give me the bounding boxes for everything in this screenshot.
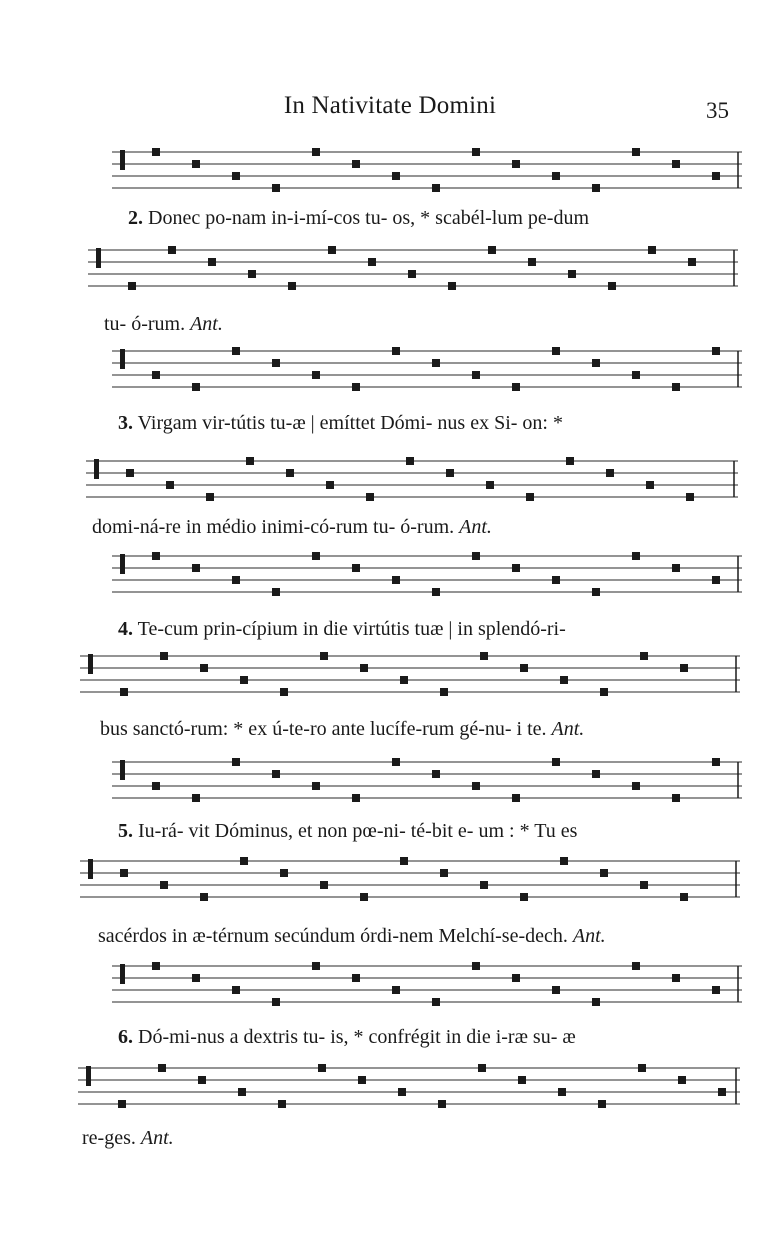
neume-note bbox=[152, 552, 160, 560]
neume-note bbox=[200, 893, 208, 901]
neume-note bbox=[592, 998, 600, 1006]
neume-note bbox=[648, 246, 656, 254]
staff bbox=[112, 146, 742, 198]
neume-note bbox=[288, 282, 296, 290]
neume-note bbox=[432, 998, 440, 1006]
verse-text: bus sanctó-rum: * ex ú-te-ro ante lucífe-rum gé-nu- i te. bbox=[100, 718, 547, 740]
neume-note bbox=[360, 664, 368, 672]
neume-note bbox=[558, 1088, 566, 1096]
verse-text: Iu-rá- vit Dóminus, et non pœ-ni- té-bit e- um : * Tu es bbox=[138, 820, 578, 842]
clef-mark bbox=[120, 150, 125, 170]
verse-line bbox=[128, 207, 589, 230]
neume-note bbox=[632, 148, 640, 156]
neume-note bbox=[528, 258, 536, 266]
neume-note bbox=[448, 282, 456, 290]
verse-number: 6. bbox=[118, 1026, 133, 1048]
neume-note bbox=[608, 282, 616, 290]
verse-number: 3. bbox=[118, 412, 133, 434]
neume-note bbox=[480, 652, 488, 660]
neume-note bbox=[358, 1076, 366, 1084]
neume-note bbox=[512, 794, 520, 802]
neume-note bbox=[640, 652, 648, 660]
neume-note bbox=[392, 172, 400, 180]
neume-note bbox=[200, 664, 208, 672]
neume-note bbox=[632, 552, 640, 560]
neume-note bbox=[646, 481, 654, 489]
neume-note bbox=[192, 794, 200, 802]
neume-note bbox=[632, 371, 640, 379]
neume-note bbox=[232, 172, 240, 180]
verse-number: 5. bbox=[118, 820, 133, 842]
neume-note bbox=[352, 160, 360, 168]
verse-line bbox=[92, 516, 492, 539]
antiphon-marker: Ant. bbox=[190, 313, 223, 335]
neume-note bbox=[552, 758, 560, 766]
neume-note bbox=[472, 148, 480, 156]
clef-mark bbox=[94, 459, 99, 479]
verse-line bbox=[104, 313, 223, 336]
neume-note bbox=[368, 258, 376, 266]
neume-note bbox=[672, 794, 680, 802]
page-title: In Nativitate Domini bbox=[283, 92, 497, 119]
neume-note bbox=[408, 270, 416, 278]
neume-note bbox=[592, 184, 600, 192]
verse-line bbox=[118, 412, 563, 435]
verse-number: 4. bbox=[118, 618, 133, 640]
neume-note bbox=[438, 1100, 446, 1108]
neume-note bbox=[248, 270, 256, 278]
neume-note bbox=[486, 481, 494, 489]
neume-note bbox=[526, 493, 534, 501]
neume-note bbox=[400, 676, 408, 684]
neume-note bbox=[598, 1100, 606, 1108]
verse-text: Te-cum prin-cípium in die virtútis tuæ | in splendó-ri- bbox=[137, 618, 566, 640]
neume-note bbox=[280, 869, 288, 877]
verse-number: 2. bbox=[128, 207, 143, 229]
neume-note bbox=[518, 1076, 526, 1084]
neume-note bbox=[312, 371, 320, 379]
neume-note bbox=[246, 457, 254, 465]
neume-note bbox=[166, 481, 174, 489]
neume-note bbox=[152, 371, 160, 379]
neume-note bbox=[192, 974, 200, 982]
neume-note bbox=[286, 469, 294, 477]
clef-mark bbox=[120, 349, 125, 369]
neume-note bbox=[120, 869, 128, 877]
neume-note bbox=[240, 676, 248, 684]
neume-note bbox=[326, 481, 334, 489]
neume-note bbox=[512, 383, 520, 391]
neume-note bbox=[398, 1088, 406, 1096]
neume-note bbox=[192, 383, 200, 391]
staff bbox=[78, 1062, 740, 1114]
neume-note bbox=[568, 270, 576, 278]
neume-note bbox=[712, 347, 720, 355]
neume-note bbox=[440, 688, 448, 696]
neume-note bbox=[120, 688, 128, 696]
neume-note bbox=[600, 688, 608, 696]
verse-line bbox=[82, 1127, 174, 1150]
neume-note bbox=[592, 359, 600, 367]
antiphon-marker: Ant. bbox=[459, 516, 492, 538]
neume-note bbox=[168, 246, 176, 254]
staff bbox=[80, 650, 740, 702]
staff bbox=[112, 345, 742, 397]
neume-note bbox=[520, 664, 528, 672]
neume-note bbox=[432, 184, 440, 192]
neume-note bbox=[280, 688, 288, 696]
neume-note bbox=[392, 347, 400, 355]
clef-mark bbox=[96, 248, 101, 268]
neume-note bbox=[472, 782, 480, 790]
neume-note bbox=[208, 258, 216, 266]
neume-note bbox=[320, 652, 328, 660]
neume-note bbox=[680, 664, 688, 672]
neume-note bbox=[352, 974, 360, 982]
neume-note bbox=[198, 1076, 206, 1084]
neume-note bbox=[712, 986, 720, 994]
clef-mark bbox=[88, 654, 93, 674]
neume-note bbox=[232, 758, 240, 766]
neume-note bbox=[712, 172, 720, 180]
neume-note bbox=[312, 552, 320, 560]
neume-note bbox=[488, 246, 496, 254]
neume-note bbox=[512, 564, 520, 572]
clef-mark bbox=[120, 964, 125, 984]
antiphon-marker: Ant. bbox=[572, 925, 606, 947]
verse-text: tu- ó-rum. bbox=[104, 313, 186, 335]
staff bbox=[86, 455, 738, 507]
neume-note bbox=[712, 758, 720, 766]
neume-note bbox=[206, 493, 214, 501]
neume-note bbox=[472, 371, 480, 379]
neume-note bbox=[560, 857, 568, 865]
neume-note bbox=[128, 282, 136, 290]
neume-note bbox=[152, 782, 160, 790]
neume-note bbox=[272, 588, 280, 596]
neume-note bbox=[352, 794, 360, 802]
neume-note bbox=[152, 962, 160, 970]
neume-note bbox=[192, 564, 200, 572]
verse-text: Virgam vir-tútis tu-æ | emíttet Dómi- nus ex Si- on: * bbox=[137, 412, 563, 434]
neume-note bbox=[640, 881, 648, 889]
clef-mark bbox=[120, 554, 125, 574]
neume-note bbox=[638, 1064, 646, 1072]
neume-note bbox=[480, 881, 488, 889]
neume-note bbox=[672, 974, 680, 982]
neume-note bbox=[712, 576, 720, 584]
antiphon-marker: Ant. bbox=[140, 1127, 174, 1149]
neume-note bbox=[552, 347, 560, 355]
neume-note bbox=[432, 359, 440, 367]
neume-note bbox=[512, 974, 520, 982]
neume-note bbox=[672, 564, 680, 572]
antiphon-marker: Ant. bbox=[551, 718, 585, 740]
neume-note bbox=[392, 986, 400, 994]
neume-note bbox=[432, 770, 440, 778]
neume-note bbox=[312, 782, 320, 790]
neume-note bbox=[126, 469, 134, 477]
neume-note bbox=[632, 782, 640, 790]
staff bbox=[112, 960, 742, 1012]
clef-mark bbox=[86, 1066, 91, 1086]
neume-note bbox=[272, 359, 280, 367]
neume-note bbox=[232, 347, 240, 355]
clef-mark bbox=[120, 760, 125, 780]
neume-note bbox=[446, 469, 454, 477]
neume-note bbox=[552, 576, 560, 584]
neume-note bbox=[686, 493, 694, 501]
neume-note bbox=[312, 148, 320, 156]
neume-note bbox=[520, 893, 528, 901]
neume-note bbox=[560, 676, 568, 684]
neume-note bbox=[312, 962, 320, 970]
neume-note bbox=[272, 184, 280, 192]
verse-line bbox=[118, 618, 566, 641]
verse-text: sacérdos in æ-térnum secúndum órdi-nem Melchí-se-dech. bbox=[98, 925, 568, 947]
neume-note bbox=[512, 160, 520, 168]
neume-note bbox=[606, 469, 614, 477]
neume-note bbox=[158, 1064, 166, 1072]
neume-note bbox=[678, 1076, 686, 1084]
neume-note bbox=[688, 258, 696, 266]
neume-note bbox=[406, 457, 414, 465]
verse-text: domi-ná-re in médio inimi-có-rum tu- ó-rum. bbox=[92, 516, 455, 538]
neume-note bbox=[478, 1064, 486, 1072]
neume-note bbox=[352, 564, 360, 572]
neume-note bbox=[440, 869, 448, 877]
page-number: 35 bbox=[706, 98, 729, 123]
neume-note bbox=[632, 962, 640, 970]
neume-note bbox=[472, 552, 480, 560]
neume-note bbox=[232, 986, 240, 994]
neume-note bbox=[472, 962, 480, 970]
neume-note bbox=[360, 893, 368, 901]
verse-text: re-ges. bbox=[82, 1127, 136, 1149]
staff bbox=[112, 756, 742, 808]
neume-note bbox=[392, 758, 400, 766]
neume-note bbox=[552, 986, 560, 994]
neume-note bbox=[192, 160, 200, 168]
neume-note bbox=[152, 148, 160, 156]
neume-note bbox=[432, 588, 440, 596]
neume-note bbox=[238, 1088, 246, 1096]
neume-note bbox=[272, 998, 280, 1006]
neume-note bbox=[318, 1064, 326, 1072]
verse-text: Dó-mi-nus a dextris tu- is, * confrégit in die i-ræ su- æ bbox=[138, 1026, 576, 1048]
clef-mark bbox=[88, 859, 93, 879]
neume-note bbox=[718, 1088, 726, 1096]
neume-note bbox=[680, 893, 688, 901]
verse-text: Donec po-nam in-i-mí-cos tu- os, * scabél-lum pe-dum bbox=[148, 207, 589, 229]
neume-note bbox=[592, 770, 600, 778]
verse-line bbox=[100, 718, 584, 741]
neume-note bbox=[352, 383, 360, 391]
neume-note bbox=[118, 1100, 126, 1108]
neume-note bbox=[566, 457, 574, 465]
neume-note bbox=[592, 588, 600, 596]
neume-note bbox=[392, 576, 400, 584]
neume-note bbox=[672, 160, 680, 168]
verse-line bbox=[118, 1026, 576, 1049]
neume-note bbox=[272, 770, 280, 778]
neume-note bbox=[600, 869, 608, 877]
neume-note bbox=[672, 383, 680, 391]
neume-note bbox=[328, 246, 336, 254]
neume-note bbox=[320, 881, 328, 889]
verse-line bbox=[118, 820, 577, 843]
staff bbox=[112, 550, 742, 602]
neume-note bbox=[366, 493, 374, 501]
neume-note bbox=[160, 652, 168, 660]
verse-line bbox=[98, 925, 606, 948]
staff bbox=[88, 244, 738, 296]
neume-note bbox=[552, 172, 560, 180]
neume-note bbox=[232, 576, 240, 584]
staff bbox=[80, 855, 740, 907]
neume-note bbox=[400, 857, 408, 865]
neume-note bbox=[160, 881, 168, 889]
neume-note bbox=[240, 857, 248, 865]
neume-note bbox=[278, 1100, 286, 1108]
